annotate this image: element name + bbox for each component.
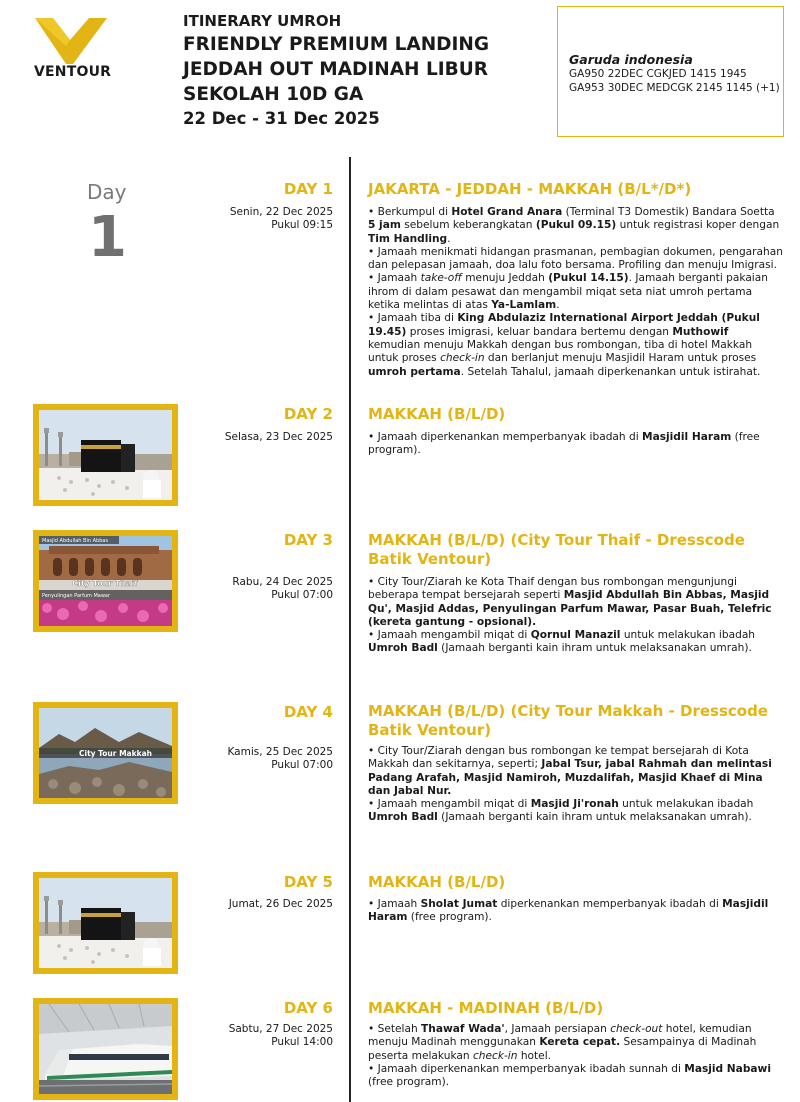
timeline-divider <box>349 157 351 1102</box>
flight-segment-1: GA950 22DEC CGKJED 1415 1945 <box>569 68 747 80</box>
day-heading-word: Day <box>87 180 127 204</box>
day-3-description <box>368 576 783 656</box>
day-1-title: JAKARTA - JEDDAH - MAKKAH (B/L*/D*) <box>368 180 692 198</box>
day-4-time: Pukul 07:00 <box>271 759 333 771</box>
thaif-tour-photo-icon <box>39 536 172 626</box>
flight-info-box <box>557 6 784 137</box>
makkah-tour-photo-icon <box>39 708 172 798</box>
package-title-line-1: FRIENDLY PREMIUM LANDING <box>183 34 490 55</box>
day-5-description <box>368 898 783 925</box>
day-4-photo-makkah-tour <box>33 702 178 804</box>
kaaba-photo-icon <box>39 878 172 968</box>
ventour-v-logo-icon <box>33 16 109 66</box>
day-1-paragraph-3: • Jamaah take-off menuju Jeddah (Pukul 14.15). Jamaah berganti pakaian ihrom di dalam pesawat dan mengambil miqat seta niat umroh pertama ketika melintas di atas Ya-Lamlam. <box>368 272 768 312</box>
day-4-date: Kamis, 25 Dec 2025 <box>227 746 333 758</box>
day-3-paragraph-2: • Jamaah mengambil miqat di Qornul Manazil untuk melakukan ibadah Umroh Badl (Jamaah berganti kain ihram untuk melaksanakan umrah). <box>368 629 756 655</box>
airline-name: Garuda indonesia <box>569 52 693 67</box>
package-title-line-2: JEDDAH OUT MADINAH LIBUR <box>183 59 489 80</box>
day-5-date: Jumat, 26 Dec 2025 <box>228 898 333 910</box>
day-3-paragraph-1: • City Tour/Ziarah ke Kota Thaif dengan bus rombongan mengunjungi beberapa tempat bersejarah seperti Masjid Abdullah Bin Abbas, Masjid Qu', Masjid Addas, Penyulingan Parfum Mawar, Pasar Buah, Telefric (kereta gantung - opsional). <box>368 576 772 628</box>
day-5-paragraph-1: • Jamaah Sholat Jumat diperkenankan memperbanyak ibadah di Masjidil Haram (free program). <box>368 898 769 924</box>
itinerary-subtitle: ITINERARY UMROH <box>183 12 342 30</box>
day-3-time: Pukul 07:00 <box>271 589 333 601</box>
day-3-photo-thaif <box>33 530 178 632</box>
day-2-date: Selasa, 23 Dec 2025 <box>224 431 333 443</box>
day-5-title: MAKKAH (B/L/D) <box>368 873 506 891</box>
day-6-title: MAKKAH - MADINAH (B/L/D) <box>368 999 604 1017</box>
day-4-paragraph-1: • City Tour/Ziarah dengan bus rombongan ke tempat bersejarah di Kota Makkah dan sekitarnya, seperti; Jabal Tsur, jabal Rahmah dan melintasi Padang Arafah, Masjid Namiroh, Muzdalifah, Masjid Khaef di Mina dan Jabal Nur. <box>368 745 772 797</box>
ventour-logo <box>33 16 112 82</box>
day-2-paragraph-1: • Jamaah diperkenankan memperbanyak ibadah di Masjidil Haram (free program). <box>368 431 760 457</box>
day-2-label: DAY 2 <box>283 405 333 423</box>
day-1-paragraph-2: • Jamaah menikmati hidangan prasmanan, pembagian dokumen, pengarahan dan pelepasan jamaah, doa lalu foto bersama. Profiling dan menuju Imigrasi. <box>368 245 783 272</box>
day-6-paragraph-2: • Jamaah diperkenankan memperbanyak ibadah sunnah di Masjid Nabawi (free program). <box>368 1062 771 1089</box>
day-2-description <box>368 431 783 458</box>
day-3-title: MAKKAH (B/L/D) (City Tour Thaif - Dresscode Batik Ventour) <box>368 531 745 568</box>
day-heading-number: 1 <box>88 205 127 270</box>
flight-segment-2: GA953 30DEC MEDCGK 2145 1145 (+1) <box>569 82 780 94</box>
day-3-date: Rabu, 24 Dec 2025 <box>232 576 333 588</box>
day-6-time: Pukul 14:00 <box>271 1036 333 1048</box>
day-3-label: DAY 3 <box>283 531 333 549</box>
day-3-photo-tag-2: Penyulingan Parfum Mawar <box>42 593 111 599</box>
day-4-photo-caption: City Tour Makkah <box>79 749 152 758</box>
day-4-label: DAY 4 <box>283 703 333 721</box>
day-6-paragraph-1: • Setelah Thawaf Wada', Jamaah persiapan check-out hotel, kemudian menuju Madinah menggunakan Kereta cepat. Sesampainya di Madinah peserta melakukan check-in hotel. <box>368 1023 757 1062</box>
day-5-label: DAY 5 <box>283 873 333 891</box>
day-2-title: MAKKAH (B/L/D) <box>368 405 506 423</box>
day-1-label: DAY 1 <box>283 180 333 198</box>
itinerary-header <box>183 10 543 130</box>
day-6-photo-train <box>33 998 178 1100</box>
day-3-photo-tag-1: Masjid Abdullah Bin Abbas <box>42 538 109 544</box>
day-6-description <box>368 1023 783 1089</box>
day-6-label: DAY 6 <box>283 999 333 1017</box>
brand-name: VENTOUR <box>34 64 112 80</box>
day-2-photo-kaaba <box>33 404 178 506</box>
package-dates: 22 Dec - 31 Dec 2025 <box>183 109 380 128</box>
day-4-paragraph-2: • Jamaah mengambil miqat di Masjid Ji'ronah untuk melakukan ibadah Umroh Badl (Jamaah berganti kain ihram untuk melaksanakan umrah). <box>368 798 754 824</box>
day-3-photo-caption: City Tour Thaif <box>72 579 138 588</box>
day-1-paragraph-4: • Jamaah tiba di King Abdulaziz International Airport Jeddah (Pukul 19.45) proses imigrasi, keluar bandara bertemu dengan Muthowif kemudian menuju Makkah dengan bus rombongan, tiba di hotel Makkah untuk proses check-in dan berlanjut menuju Masjidil Haram untuk proses umroh pertama. Setelah Tahalul, jamaah diperkenankan untuk istirahat. <box>368 312 761 378</box>
day-1-time: Pukul 09:15 <box>271 219 333 231</box>
day-1-date: Senin, 22 Dec 2025 <box>229 206 333 218</box>
day-1-description <box>368 206 783 379</box>
day-1-paragraph-1: • Berkumpul di Hotel Grand Anara (Terminal T3 Domestik) Bandara Soetta 5 jam sebelum keberangkatan (Pukul 09.15) untuk registrasi koper dengan Tim Handling. <box>368 206 780 245</box>
day-4-title: MAKKAH (B/L/D) (City Tour Makkah - Dresscode Batik Ventour) <box>368 702 768 739</box>
day-4-description <box>368 745 783 825</box>
day-5-photo-kaaba <box>33 872 178 974</box>
package-title-line-3: SEKOLAH 10D GA <box>183 84 364 105</box>
kaaba-photo-icon <box>39 410 172 500</box>
day-6-date: Sabtu, 27 Dec 2025 <box>228 1023 333 1035</box>
high-speed-train-photo-icon <box>39 1004 172 1094</box>
